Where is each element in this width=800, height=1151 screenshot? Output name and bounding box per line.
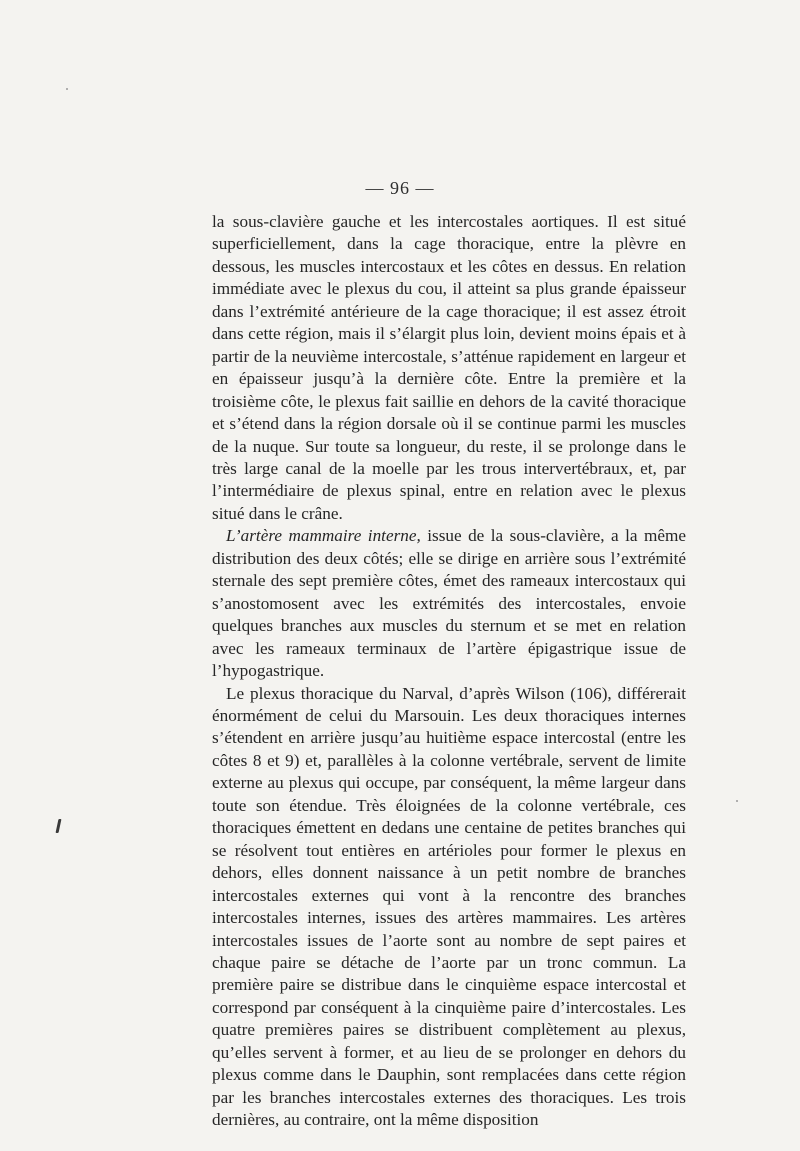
paper-speck — [736, 800, 738, 802]
term-artere-mammaire-interne: L’artère mammaire interne, — [226, 526, 421, 546]
paper-speck — [66, 88, 68, 90]
paragraph-2-text: issue de la sous-clavière, a la même distribution des deux côtés; elle se dirige en arrière sous l’extrémité sternale des sept première côtes, émet des rameaux intercostaux qui s’anostomosent avec les extrémités des intercostales, envoie quelques branches aux muscles du sternum et se met en relation avec les rameaux terminaux de l’artère épigastrique issue de l’hypogastrique. — [212, 526, 687, 681]
page-number: — 96 — — [365, 178, 435, 198]
paragraph-1: la sous-clavière gauche et les intercostales aortiques. Il est situé superficiellement, dans la cage thoracique, entre la plèvre en dessous, les muscles intercostaux et les côtes en dessus. En relation immédiate avec le plexus du cou, il atteint sa plus grande épaisseur dans l’extrémité antérieure de la cage thoracique; il est assez étroit dans cette région, mais il s’élargit plus loin, devient moins épais et à partir de la neuvième intercostale, s’atténue rapidement en largeur et en épaisseur jusqu’à la dernière côte. Entre la première et la troisième côte, le plexus fait saillie en dehors de la cavité thoracique et s’étend dans la région dorsale où il se continue parmi les muscles de la nuque. Sur toute sa longueur, du reste, il se prolonge dans le très large canal de la moelle par les trous intervertébraux, et, par l’intermédiaire de plexus spinal, entre en relation avec le plexus situé dans le crâne. — [212, 212, 686, 523]
paragraph-3: Le plexus thoracique du Narval, d’après Wilson (106), différerait énormément de celui du Marsouin. Les deux thoraciques internes s’étendent en arrière jusqu’au huitième espace intercostal (entre les côtes 8 et 9) et, parallèles à la colonne vertébrale, servent de limite externe au plexus qui occupe, par conséquent, la même largeur dans toute son étendue. Très éloignées de la colonne vertébrale, ces thoraciques émettent en dedans une centaine de petites branches qui se résolvent tout entières en artérioles pour former le plexus en dehors, elles donnent naissance à un petit nombre de branches intercostales externes qui vont à la rencontre des branches intercostales internes, issues des artères mammaires. Les artères intercostales issues de l’aorte sont au nombre de sept paires et chaque paire se détache de l’aorte par un tronc commun. La première paire se distribue dans le cinquième espace intercostal et correspond par conséquent à la cinquième paire d’intercostales. Les quatre premières paires se distribuent complètement au plexus, qu’elles servent à former, et au lieu de se prolonger en dehors du plexus comme dans le Dauphin, sont remplacées dans cette région par les branches intercostales externes des thoraciques. Les trois dernières, au contraire, ont la même disposition — [212, 683, 686, 1130]
body-text — [212, 211, 686, 1132]
paragraph-2 — [212, 525, 686, 682]
margin-mark — [56, 819, 62, 833]
